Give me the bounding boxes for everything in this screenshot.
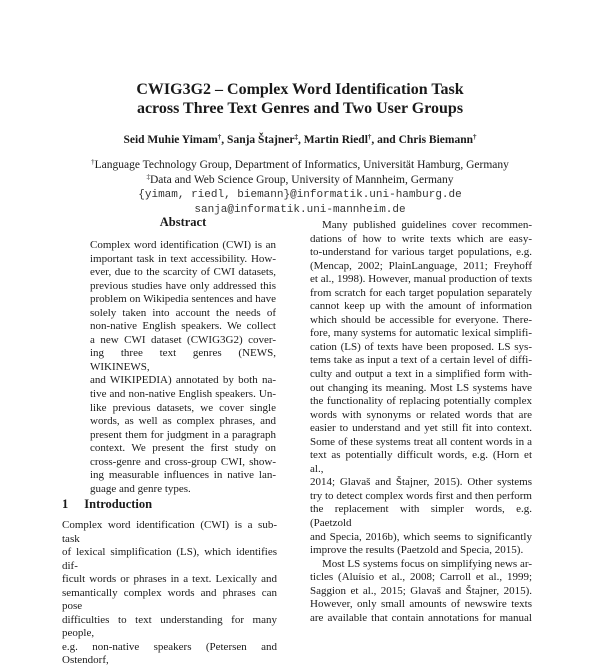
text-line: tems take as input a text of a certain level of diffi- — [310, 354, 532, 367]
author-affiliation-mark: ‡ — [294, 133, 298, 141]
text-line: (Mencap, 2002; PlainLanguage, 2011; Freyhoff — [310, 259, 532, 272]
author-separator: , — [221, 134, 228, 146]
abstract-heading: Abstract — [159, 215, 207, 229]
text-line: the functionality of replacing potentially complex — [310, 395, 532, 408]
author-affiliation-mark: † — [473, 133, 477, 141]
text-line: Most LS systems focus on simplifying news ar- — [322, 557, 532, 570]
text-line: semantically complex words and phrases can pose — [62, 586, 277, 613]
text-line: words with synonyms or related words that are — [310, 408, 532, 421]
text-line: difficulties to text understanding for many people, — [62, 613, 277, 640]
author-list — [0, 134, 600, 146]
introduction-body — [62, 519, 277, 668]
title-line-2: across Three Text Genres and Two User Groups — [136, 100, 464, 117]
text-line: ever, due to the scarcity of CWI datasets, — [90, 266, 276, 279]
text-line: ticles (Aluísio et al., 2008; Carroll et al., 1999; — [310, 571, 532, 584]
text-line: Some of these systems treat all content words in a — [310, 435, 532, 448]
text-line: cross-genre and cross-group CWI, show- — [90, 455, 276, 468]
right-column-body — [310, 219, 532, 625]
text-line: ficult words or phrases in a text. Lexically and — [62, 573, 277, 586]
author-name: Sanja Štajner — [227, 134, 295, 146]
text-line: However, only small amounts of newswire texts — [310, 598, 532, 611]
text-line: which should be accessible for everyone. There- — [310, 313, 532, 326]
text-line: 2014; Glavaš and Štajner, 2015). Other systems — [310, 476, 532, 489]
text-line: Many published guidelines cover recommen- — [322, 219, 532, 231]
text-line: important task in text accessibility. How- — [90, 252, 276, 265]
text-line: cannot keep up with the amount of information — [310, 300, 532, 313]
text-line: words, as well as complex phrases, and — [90, 415, 276, 428]
text-line: Complex word identification (CWI) is an — [90, 239, 276, 251]
paper-title — [0, 80, 600, 118]
text-line: from scratch for each target population separately — [310, 286, 532, 299]
text-line: non-native English speakers. We collect — [90, 320, 276, 333]
text-line: improve the results (Paetzold and Specia, 2015). — [310, 544, 524, 557]
text-line: easier to understand and yet still fit into context. — [310, 422, 532, 435]
text-line: present them for judgment in a paragraph — [90, 428, 276, 441]
author-separator: , and — [371, 134, 399, 146]
text-line: to-understand for various target populations, e.g. — [310, 246, 532, 259]
text-line: Saggion et al., 2015; Glavaš and Štajner, 2015). — [310, 584, 532, 597]
author-separator: , — [297, 134, 304, 146]
text-line: are available that contain annotations for manual — [310, 611, 532, 624]
text-line: a new CWI dataset (CWIG3G2) cover- — [90, 333, 276, 346]
affiliation-1: †Language Technology Group, Department of Informatics, Universität Hamburg, Germany — [91, 158, 509, 171]
affiliations — [0, 158, 600, 218]
text-line: previous studies have only addressed this — [90, 279, 276, 292]
text-line: dations of how to write texts which are easy- — [310, 232, 532, 245]
text-line: fore, many systems for automatic lexical simplifi- — [310, 327, 532, 340]
text-line: solely taken into account the needs of — [90, 306, 276, 319]
text-line: tive and non-native English speakers. Un- — [90, 388, 276, 401]
text-line: et al., 1998). However, manual production of texts — [310, 273, 532, 286]
text-line: out changing its meaning. Most LS systems have — [310, 381, 532, 394]
text-line: and WIKIPEDIA) annotated by both na- — [90, 374, 276, 387]
text-line: and Specia, 2016b), which seems to significantly — [310, 530, 532, 543]
author-affiliation-mark: † — [367, 133, 372, 141]
text-line: ing three text genres (NEWS, WIKINEWS, — [90, 347, 276, 373]
author-name: Seid Muhie Yimam — [123, 134, 218, 146]
text-line: like previous datasets, we cover single — [90, 401, 276, 414]
author-affiliation-mark: † — [217, 133, 222, 141]
text-line: cation (LS) of texts have been proposed. LS sys- — [310, 340, 532, 353]
text-line: text as potentially difficult words, e.g. (Horn et al., — [310, 449, 532, 475]
author-name: Chris Biemann — [398, 134, 474, 146]
text-line: of lexical simplification (LS), which identifies dif- — [62, 546, 277, 572]
author-name: Martin Riedl — [303, 134, 368, 146]
text-line: the replacement with simpler words, e.g. (Paetzold — [310, 503, 532, 530]
abstract-body — [90, 239, 276, 496]
text-line: culty and output a text in a simplified form with- — [310, 368, 532, 381]
title-line-1: CWIG3G2 – Complex Word Identification Task — [136, 81, 464, 98]
text-line: ing measurable influences in native lan- — [90, 469, 276, 482]
text-line: Complex word identification (CWI) is a sub-task — [62, 519, 277, 545]
text-line: try to detect complex words first and then perform — [310, 489, 532, 502]
section-heading-introduction: 1 Introduction — [62, 497, 153, 511]
text-line: problem on Wikipedia sentences and have — [90, 293, 276, 306]
text-line: context. We present the first study on — [90, 442, 276, 455]
email-1: {yimam, riedl, biemann}@informatik.uni-hamburg.de — [138, 189, 462, 201]
email-2: sanja@informatik.uni-mannheim.de — [194, 204, 406, 216]
text-line: e.g. non-native speakers (Petersen and Ostendorf, — [62, 640, 277, 667]
affiliation-2: ‡Data and Web Science Group, University of Mannheim, Germany — [146, 173, 454, 186]
text-line: guage and genre types. — [90, 482, 191, 495]
